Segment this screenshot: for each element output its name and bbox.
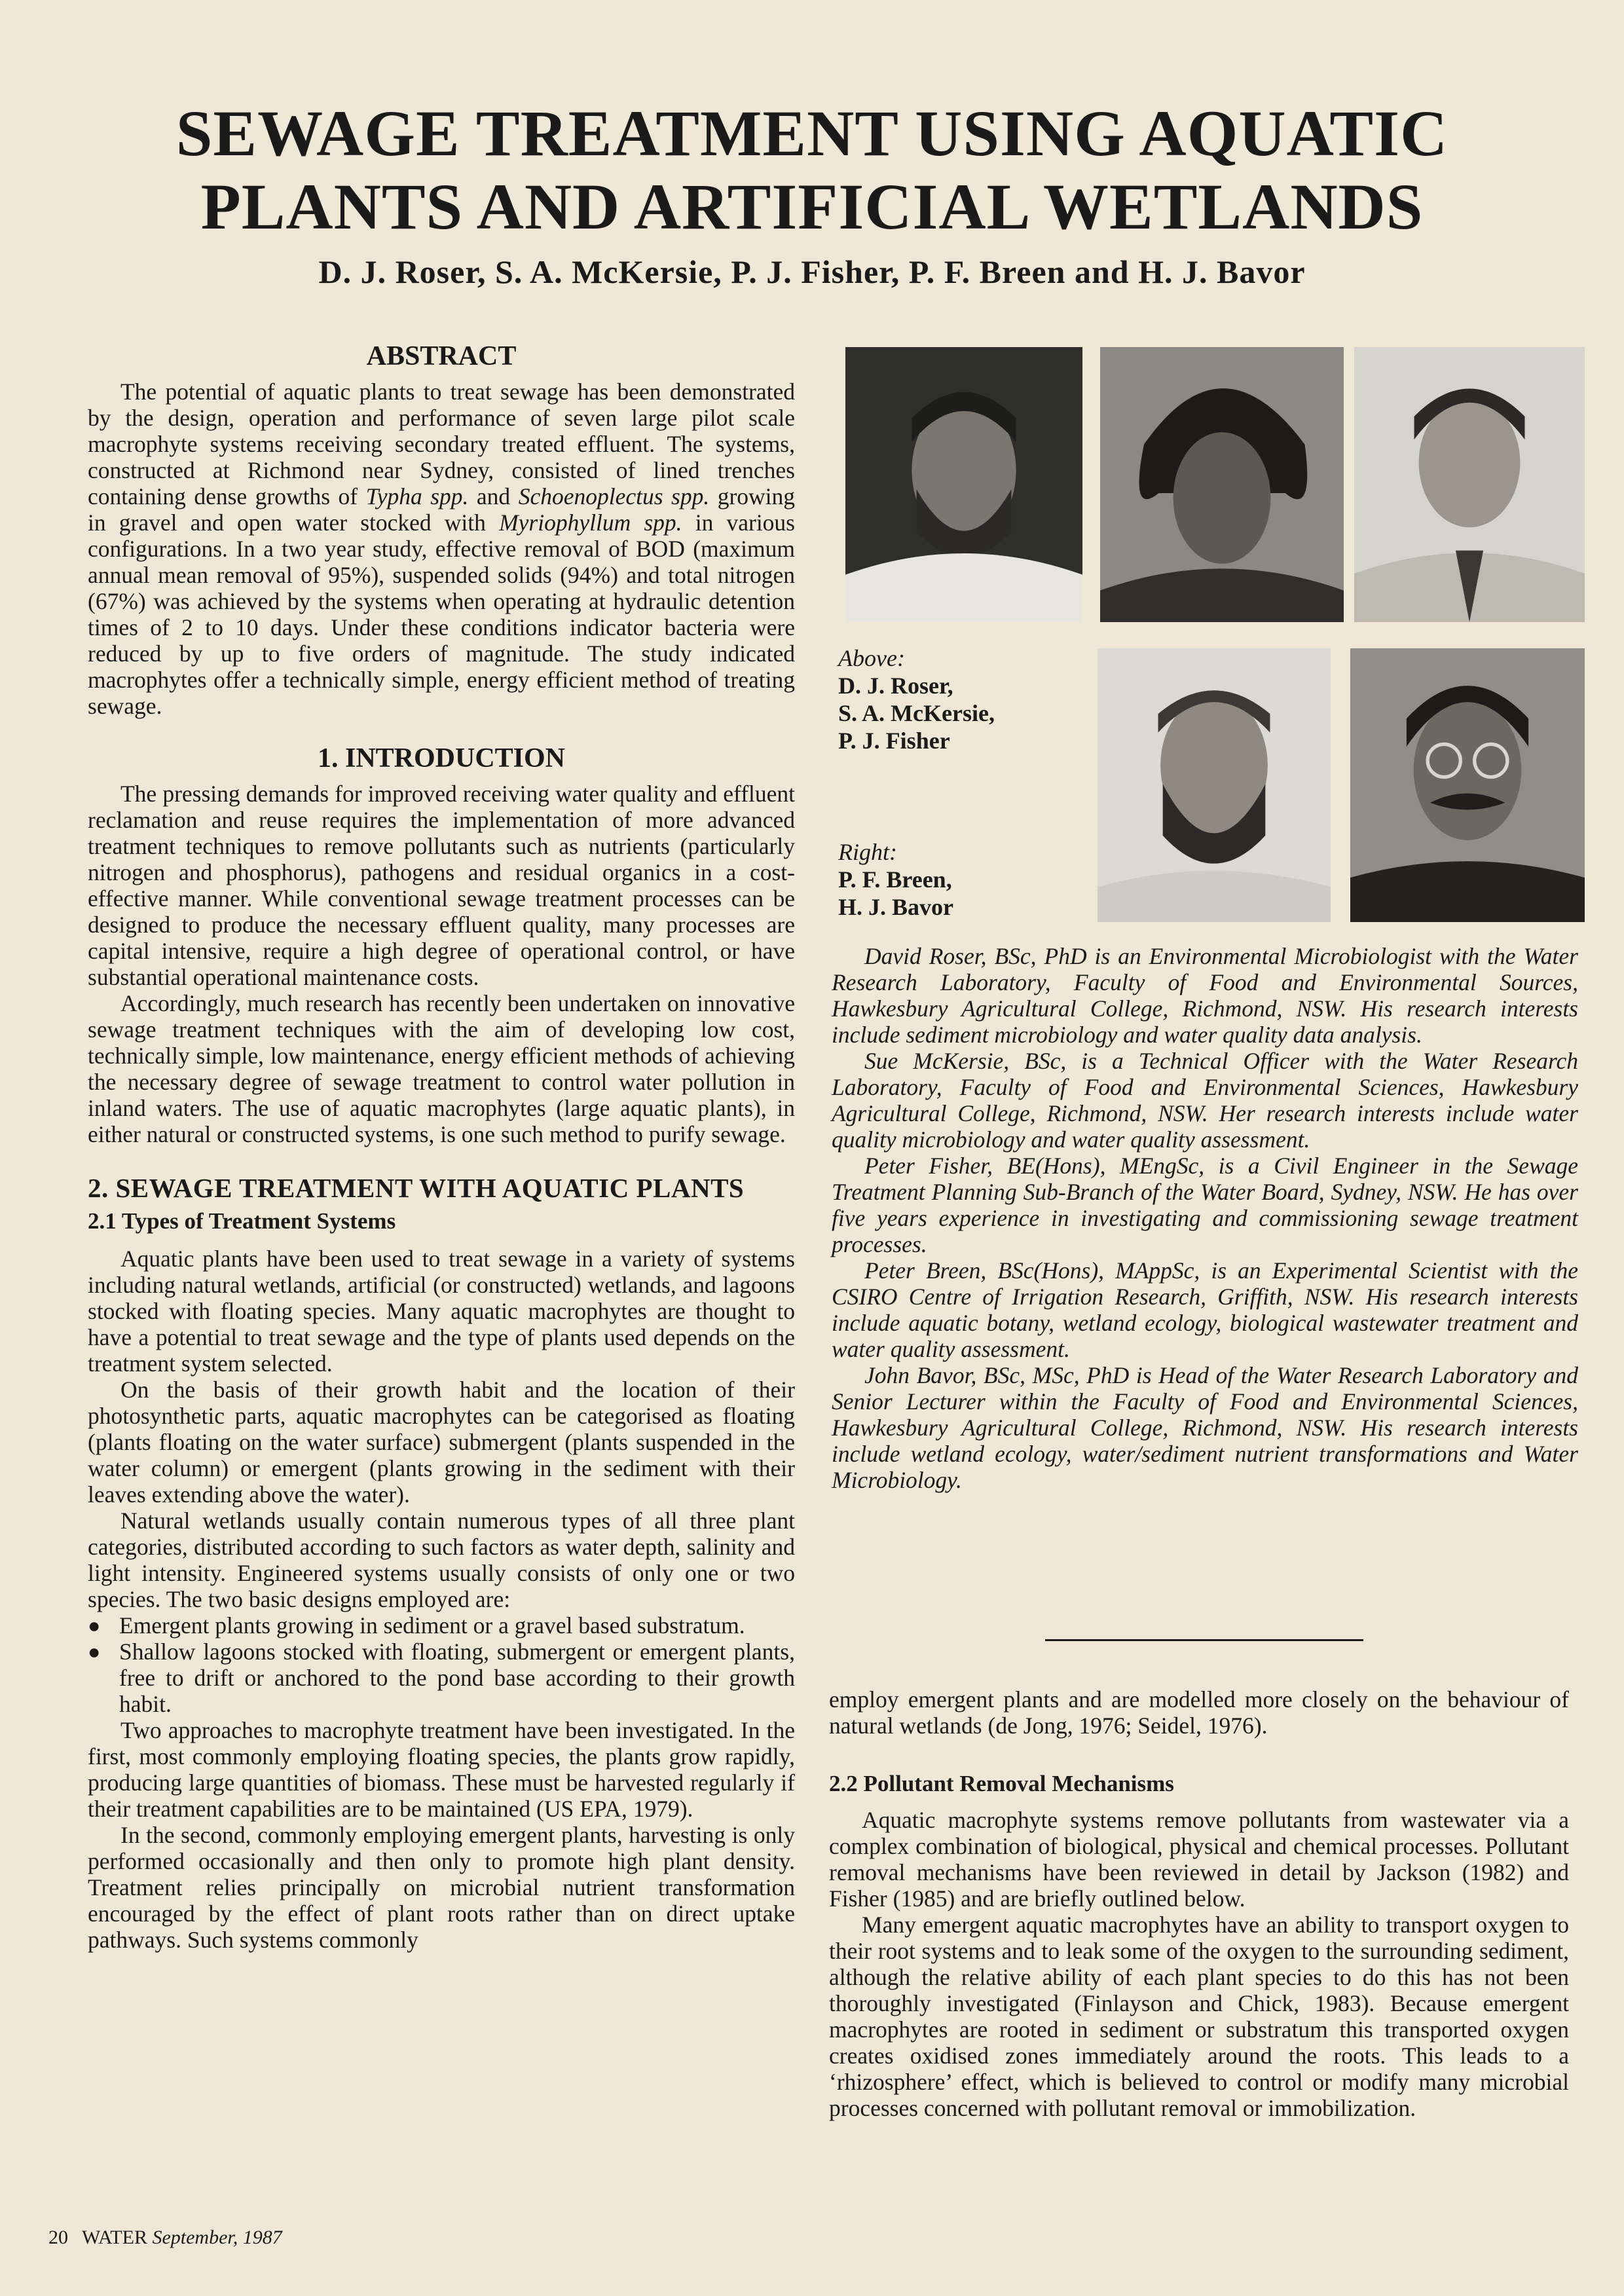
list-item: ● Emergent plants growing in sediment or a gravel based substratum. [88,1612,795,1639]
section-2-1-paragraph-4: Two approaches to macrophyte treatment have been investigated. In the first, most commonly employing floating species, the plants grow rapidly, producing large quantities of biomass. These must be harvested regularly if their treatment capabilities are to be maintained (US EPA, 1979). [88,1717,795,1822]
list-item: ● Shallow lagoons stocked with floating, submergent or emergent plants, free to drift or anchored to the pond base according to their growth habit. [88,1639,795,1717]
portrait-image [1100,347,1344,622]
portrait-photo-bavor [1350,648,1585,922]
design-list [88,1612,795,1717]
caption-above [838,644,995,754]
caption-right [838,838,953,921]
section-2-2-heading: 2.2 Pollutant Removal Mechanisms [829,1771,1174,1796]
portrait-image [845,347,1082,622]
abstract-text: The potential of aquatic plants to treat sewage has been demonstrated by the design, operation and performance of seven large pilot scale macrophyte systems receiving secondary treated effluent. The systems, constructed at Richmond near Sydney, consisted of lined trenches containing dense growths of Typha spp. and Schoenoplectus spp. growing in gravel and open water stocked with Myriophyllum spp. in various configurations. In a two year study, effective removal of BOD (maximum annual mean removal of 95%), suspended solids (94%) and total nitrogen (67%) was achieved by the systems when operating at hydraulic detention times of 2 to 10 days. Under these conditions indicator bacteria were reduced by up to five orders of magnitude. The study indicated macrophytes offer a technically simple, energy efficient method of treating sewage. [88,379,796,719]
typha-name: Typha spp. [365,483,469,509]
schoenoplectus-name: Schoenoplectus spp. [518,483,710,509]
portrait-photo-breen [1098,648,1331,922]
intro-heading: 1. INTRODUCTION [317,743,566,773]
issue-date: September, 1987 [152,2227,282,2248]
portrait-photo-fisher [1354,347,1585,622]
myriophyllum-name: Myriophyllum spp. [499,509,682,536]
portrait-image [1098,648,1331,922]
page-footer [48,2226,282,2250]
section-2-2-paragraph-2: Many emergent aquatic macrophytes have an ability to transport oxygen to their root systems and to leak some of the oxygen to the surrounding sediment, although the relative ability of each plant species to do this has not been thoroughly investigated (Finlayson and Chick, 1983). Because emergent macrophytes are rooted in sediment or substratum this transported oxygen creates oxidised zones immediately around the roots. This leads to a ‘rhizosphere’ effect, which is believed to control or modify many microbial processes concerned with pollutant removal or immobilization. [829,1912,1569,2121]
bio-breen: Peter Breen, BSc(Hons), MAppSc, is an Experimental Scientist with the CSIRO Centre of Irrigation Research, Griffith, NSW. His research interests include aquatic botany, wetland ecology, biological wastewater treatment and water quality assessment. [832,1257,1578,1362]
bio-roser: David Roser, BSc, PhD is an Environmental Microbiologist with the Water Research Laboratory, Faculty of Food and Environmental Sources, Hawkesbury Agricultural College, Richmond, NSW. His research interests include sediment microbiology and water quality data analysis. [832,943,1578,1048]
page-number: 20 [48,2227,68,2248]
right-column-lower [829,1686,1569,2121]
author-line: D. J. Roser, S. A. McKersie, P. J. Fisher, P. F. Breen and H. J. Bavor [318,253,1306,290]
journal-name: WATER [81,2227,147,2248]
caption-name: S. A. McKersie, [838,700,995,726]
title-line-2: PLANTS AND ARTIFICIAL WETLANDS [200,170,1424,243]
bio-mckersie: Sue McKersie, BSc, is a Technical Officer with the Water Research Laboratory, Faculty of Food and Environmental Sciences, Hawkesbury Agricultural College, Richmond, NSW. Her research interests include water quality microbiology and water quality assessment. [832,1048,1578,1153]
abstract-heading: ABSTRACT [366,341,517,371]
section-2-1-paragraph-3: Natural wetlands usually contain numerous types of all three plant categories, distributed according to such factors as water depth, salinity and light intensity. Engineered systems usually consists of only one or two species. The two basic designs employed are: [88,1508,795,1612]
portrait-image [1350,648,1585,922]
intro-paragraph-1: The pressing demands for improved receiving water quality and effluent reclamation and reuse requires the implementation of more advanced treatment techniques to remove pollutants such as nutrients (particularly nitrogen and phosphorus), pathogens and residual organics in a cost-effective manner. While conventional sewage treatment processes can be designed to produce the necessary effluent quality, many processes are capital intensive, require a high degree of operational control, or have substantial operational maintenance costs. [88,781,795,990]
portrait-photo-mckersie [1100,347,1344,622]
divider-rule [1045,1639,1363,1641]
bio-bavor: John Bavor, BSc, MSc, PhD is Head of the Water Research Laboratory and Senior Lecturer within the Faculty of Food and Environmental Sciences, Hawkesbury Agricultural College, Richmond, NSW. His research interests include wetland ecology, water/sediment nutrient transformations and Water Microbiology. [832,1362,1578,1493]
section-2-1-paragraph-2: On the basis of their growth habit and the location of their photosynthetic parts, aquatic macrophytes can be categorised as floating (plants floating on the water surface) submergent (plants suspended in the water column) or emergent (plants growing in the sediment with their leaves extending above the water). [88,1377,795,1508]
caption-name: P. J. Fisher [838,728,950,754]
section-2-1-paragraph-1: Aquatic plants have been used to treat sewage in a variety of systems including natural wetlands, artificial (or constructed) wetlands, and lagoons stocked with floating species. Many aquatic macrophytes are thought to have a potential to treat sewage and the type of plants used depends on the treatment system selected. [88,1246,795,1377]
section-2-2-paragraph-1: Aquatic macrophyte systems remove pollutants from wastewater via a complex combination of biological, physical and chemical processes. Pollutant removal mechanisms have been reviewed in detail by Jackson (1982) and Fisher (1985) and are briefly outlined below. [829,1807,1569,1912]
caption-right-label: Right: [838,839,897,865]
section-2-1-continuation: employ emergent plants and are modelled more closely on the behaviour of natural wetlands (de Jong, 1976; Seidel, 1976). [829,1686,1569,1739]
article-title [92,97,1532,244]
left-column-upper [88,341,795,1953]
section-2-1-paragraph-5: In the second, commonly employing emergent plants, harvesting is only performed occasionally and then only to promote high plant density. Treatment relies principally on microbial nutrient transformation encouraged by the effect of plant roots rather than on direct uptake pathways. Such systems commonly [88,1822,795,1953]
intro-paragraph-2: Accordingly, much research has recently been undertaken on innovative sewage treatment techniques with the aim of developing low cost, technically simple, low maintenance, energy efficient methods of achieving the necessary degree of sewage treatment to control water pollution in inland waters. The use of aquatic macrophytes (large aquatic plants), in either natural or constructed systems, is one such method to purify sewage. [88,990,795,1147]
section-2-1-heading: 2.1 Types of Treatment Systems [88,1208,396,1234]
caption-above-label: Above: [838,645,905,671]
section-2-heading: 2. SEWAGE TREATMENT WITH AQUATIC PLANTS [88,1173,745,1203]
bio-fisher: Peter Fisher, BE(Hons), MEngSc, is a Civil Engineer in the Sewage Treatment Planning Sub-Branch of the Water Board, Sydney, NSW. He has over five years experience in investigating and commissioning sewage treatment processes. [832,1153,1578,1257]
title-line-1: SEWAGE TREATMENT USING AQUATIC [175,97,1449,170]
author-biographies [832,943,1578,1493]
caption-name: H. J. Bavor [838,894,953,920]
portrait-image [1354,347,1585,622]
caption-name: D. J. Roser, [838,673,953,699]
portrait-photo-roser [845,347,1082,622]
caption-name: P. F. Breen, [838,866,952,893]
